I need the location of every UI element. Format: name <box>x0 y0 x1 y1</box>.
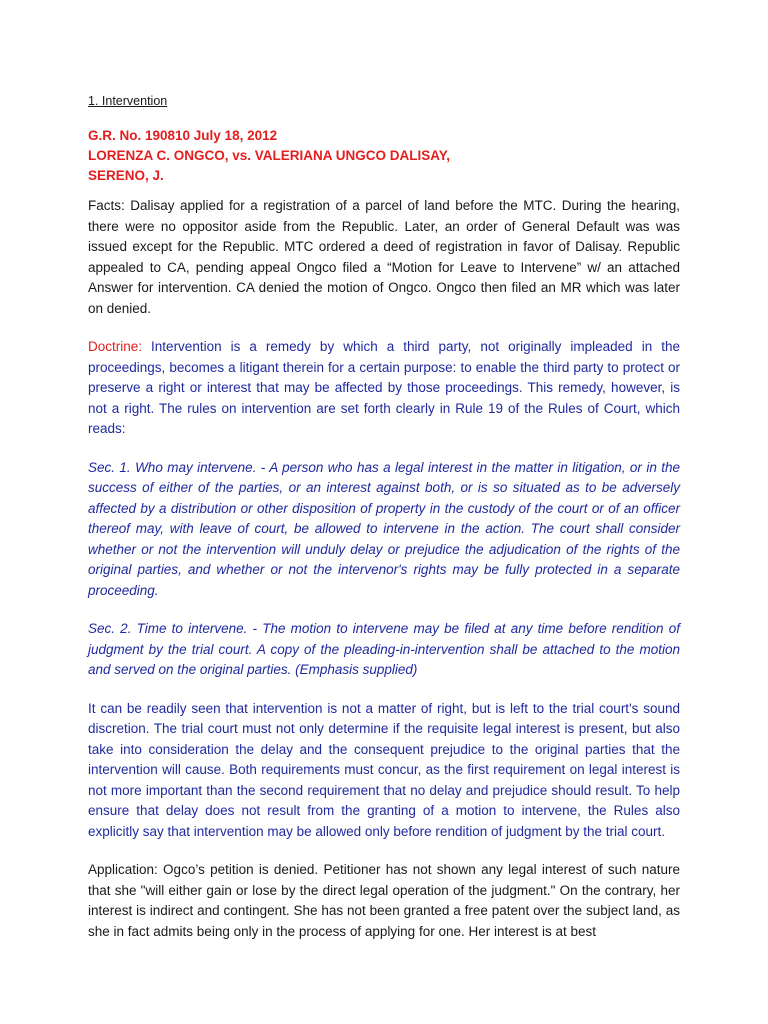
section-heading: 1. Intervention <box>88 94 168 108</box>
analysis-paragraph: It can be readily seen that intervention is not a matter of right, but is left to the trial court's sound discretion. The trial court must not only determine if the requisite legal interest is present, but also take into consideration the delay and the consequent prejudice to the original parties that the intervention will cause. Both requirements must concur, as the first requirement on legal interest is not more important than the second requirement that no delay and prejudice should result. To help ensure that delay does not result from the granting of a motion to intervene, the Rules also explicitly say that intervention may be allowed only before rendition of judgment by the trial court. <box>88 700 680 839</box>
application-paragraph: Application: Ogco’s petition is denied. Petitioner has not shown any legal interest of such nature that she "will either gain or lose by the direct legal operation of the judgment." On the contrary, her interest is indirect and contingent. She has not been granted a free patent over the subject land, as she in fact admits being only in the process of applying for one. Her interest is at best <box>88 862 680 939</box>
doctrine-paragraph <box>88 337 680 440</box>
case-header <box>88 126 680 186</box>
rule-section-2: Sec. 2. Time to intervene. - The motion to intervene may be filed at any time before rendition of judgment by the trial court. A copy of the pleading-in-intervention shall be attached to the motion and served on the original parties. (Emphasis supplied) <box>88 621 680 677</box>
facts-paragraph: Facts: Dalisay applied for a registration of a parcel of land before the MTC. During the hearing, there were no oppositor aside from the Republic. Later, an order of General Default was was issued except for the Republic. MTC ordered a deed of registration in favor of Dalisay. Republic appealed to CA, pending appeal Ongco filed a “Motion for Leave to Intervene” w/ an attached Answer for intervention. CA denied the motion of Ongco. Ongco then filed an MR which was later on denied. <box>88 198 680 316</box>
doctrine-label: Doctrine: <box>88 339 143 354</box>
case-number: G.R. No. 190810 July 18, 2012 <box>88 128 278 143</box>
rule-section-1: Sec. 1. Who may intervene. - A person who has a legal interest in the matter in litigation, or in the success of either of the parties, or an interest against both, or is so situated as to be adversely affected by a distribution or other disposition of property in the custody of the court or of an officer thereof may, with leave of court, be allowed to intervene in the action. The court shall consider whether or not the intervention will unduly delay or prejudice the adjudication of the rights of the original parties, and whether or not the intervenor's rights may be fully protected in a separate proceeding. <box>88 459 680 598</box>
case-ponente: SERENO, J. <box>88 168 164 183</box>
case-parties: LORENZA C. ONGCO, vs. VALERIANA UNGCO DALISAY, <box>88 148 451 163</box>
doctrine-text: Intervention is a remedy by which a third party, not originally impleaded in the proceedings, becomes a litigant therein for a certain purpose: to enable the third party to protect or preserve a right or interest that may be affected by those proceedings. This remedy, however, is not a right. The rules on intervention are set forth clearly in Rule 19 of the Rules of Court, which reads: <box>88 339 680 436</box>
